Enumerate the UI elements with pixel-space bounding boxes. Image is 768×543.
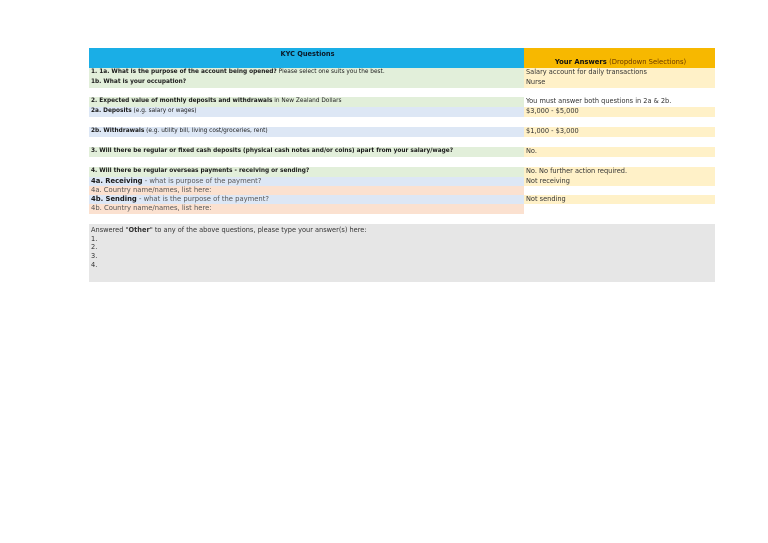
question-4a-country[interactable] bbox=[89, 186, 524, 195]
question-2-bold: 2. Expected value of monthly deposits and withdrawals bbox=[91, 98, 273, 104]
question-2b-rest: (e.g. utility bill, living cost/groceries, rent) bbox=[144, 128, 268, 134]
other-answers-instruction bbox=[91, 226, 713, 235]
question-4b bbox=[89, 195, 524, 204]
question-4b-bold: 4b. Sending bbox=[91, 195, 137, 203]
questions-header-label: KYC Questions bbox=[280, 50, 335, 58]
answer-4-value: No. No further action required. bbox=[526, 167, 628, 175]
question-4a-country-label: 4a. Country name/names, list here: bbox=[91, 186, 212, 194]
other-line-2[interactable]: 2. bbox=[91, 243, 98, 252]
question-2a-rest: (e.g. salary or wages) bbox=[131, 108, 197, 114]
answer-2b-value: $1,000 - $3,000 bbox=[526, 127, 579, 135]
answer-1a-value: Salary account for daily transactions bbox=[526, 68, 647, 76]
answer-1b[interactable] bbox=[524, 78, 715, 88]
answer-3[interactable] bbox=[524, 147, 715, 157]
question-1a bbox=[89, 68, 524, 78]
answers-header-label: Your Answers bbox=[554, 58, 607, 66]
answer-2b[interactable] bbox=[524, 127, 715, 137]
question-2a bbox=[89, 107, 524, 117]
other-line-4[interactable]: 4. bbox=[91, 260, 98, 269]
question-2-title bbox=[89, 97, 524, 107]
answer-3-value: No. bbox=[526, 147, 537, 155]
questions-header bbox=[89, 48, 524, 68]
answer-4b-value: Not sending bbox=[526, 195, 566, 203]
question-4a-bold: 4a. Receiving bbox=[91, 177, 143, 185]
other-line-3[interactable]: 3. bbox=[91, 252, 98, 261]
answers-header-subtitle: (Dropdown Selections) bbox=[609, 58, 687, 66]
answer-2a-value: $3,000 - $5,000 bbox=[526, 107, 579, 115]
question-4-label: 4. Will there be regular overseas payments - receiving or sending? bbox=[91, 168, 310, 174]
answer-4b[interactable] bbox=[524, 195, 715, 204]
other-keyword: Other bbox=[128, 226, 150, 234]
answer-4a-value: Not receiving bbox=[526, 177, 570, 185]
question-2b bbox=[89, 127, 524, 137]
question-4b-country[interactable] bbox=[89, 204, 524, 214]
question-1a-rest: Please select one suits you the best. bbox=[276, 69, 385, 75]
question-4a-rest: - what is purpose of the payment? bbox=[142, 177, 262, 185]
question-4 bbox=[89, 167, 524, 177]
question-4a bbox=[89, 177, 524, 186]
question-2a-bold: 2a. Deposits bbox=[91, 108, 132, 114]
answer-4[interactable] bbox=[524, 167, 715, 177]
question-4b-rest: - what is the purpose of the payment? bbox=[136, 195, 270, 203]
question-3-label: 3. Will there be regular or fixed cash deposits (physical cash notes and/or coins) apart from your salary/wage? bbox=[91, 148, 454, 154]
answer-2-note bbox=[524, 97, 715, 107]
question-2b-bold: 2b. Withdrawals bbox=[91, 128, 145, 134]
question-4b-country-label: 4b. Country name/names, list here: bbox=[91, 204, 212, 212]
answer-1b-value: Nurse bbox=[526, 78, 546, 86]
question-3 bbox=[89, 147, 524, 157]
other-answers-box[interactable] bbox=[89, 224, 715, 282]
question-1a-bold: 1. 1a. What is the purpose of the account being opened? bbox=[91, 69, 277, 75]
answer-4a[interactable] bbox=[524, 177, 715, 186]
question-1b bbox=[89, 78, 524, 88]
answer-2a[interactable] bbox=[524, 107, 715, 117]
header-row bbox=[89, 48, 715, 68]
answer-1a[interactable] bbox=[524, 68, 715, 78]
other-line-1[interactable]: 1. bbox=[91, 234, 98, 243]
answer-2-note-text: You must answer both questions in 2a & 2b. bbox=[526, 97, 672, 105]
question-1b-label: 1b. What is your occupation? bbox=[91, 79, 187, 85]
other-prefix: Answered " bbox=[91, 226, 129, 234]
question-2-rest: in New Zealand Dollars bbox=[272, 98, 342, 104]
other-suffix: " to any of the above questions, please type your answer(s) here: bbox=[149, 226, 367, 234]
answers-header bbox=[524, 48, 715, 68]
